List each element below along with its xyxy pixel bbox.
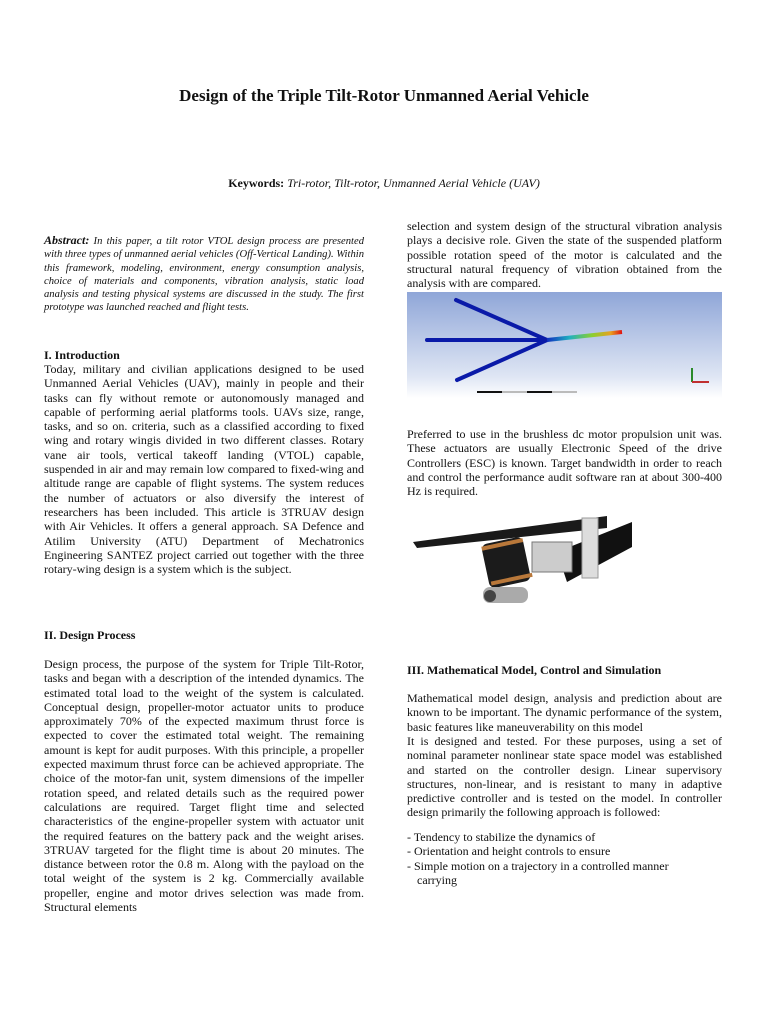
vibration-mode-plot bbox=[407, 292, 722, 398]
list-item: - Simple motion on a trajectory in a controlled manner bbox=[407, 858, 669, 873]
vibration-analysis-figure bbox=[407, 292, 722, 398]
paper-title: Design of the Triple Tilt-Rotor Unmanned Aerial Vehicle bbox=[179, 86, 589, 105]
motor-assembly-illustration bbox=[407, 512, 632, 612]
abstract-text: In this paper, a tilt rotor VTOL design process are presented with three types of unmanned aerial vehicles (Off-Vertical Landing). Within this framework, modeling, environment, energy consumption analysis, choice of materials and components, vibration analysis, static load analysis and testing physical systems are discussed in the study. The first prototype was launched reached and flight tests. bbox=[44, 236, 364, 314]
intro-text: Today, military and civilian applications designed to be used Unmanned Aerial Vehicles (UAV), mainly in people and their tasks can fly without remote or autonomously managed and capable of performing aerial platforms tools. UAVs size, range, tasks, and so on. criteria, such as a classified according to fixed wing and rotary wingis divided in two different classes. Rotary vane air tools, vertical takeoff landing (VTOL) capable, suspended in air and may remain low compared to fixed-wing and altitude range are capable of flight systems. The system reduces the number of actuators or also diversify the interest of researchers has been included. This article is 3TRUAV design with Air Vehicles. It offers a general approach. SA Defence and Atilim University (ATU) Department of Mechatronics Engineering SANTEZ project carried out together with the three rotary-wing design is a system which is the subject. bbox=[44, 362, 364, 577]
axis-triad-icon bbox=[692, 368, 709, 382]
scale-bar bbox=[477, 391, 577, 393]
propulsion-text: Preferred to use in the brushless dc motor propulsion unit was. These actuators are usually Electronic Speed of the drive Controllers (ESC) is known. Target bandwidth in order to reach and control the performance audit software ran at about 300-400 Hz is required. bbox=[407, 427, 722, 499]
motor-tilt-mechanism-photo bbox=[407, 512, 632, 612]
list-item: - Tendency to stabilize the dynamics of bbox=[407, 830, 596, 844]
list-item-continuation: carrying bbox=[417, 872, 457, 887]
design-text: Design process, the purpose of the system for Triple Tilt-Rotor, tasks and began with a description of the intended dynamics. The estimated total load to the weight of the system is calculated. Conceptual design, propeller-motor actuator units to produce approximately 70% of the expected maximum thrust force is expected to cover the estimated total weight. The remaining amount is kept for audit purposes. With this principle, a propeller expected maximum thrust force can be achieved appropriate. The choice of the motor-fan unit, system dimensions of the impeller rotation speed, and related details such as the required power calculations are required. Target flight time and selected characteristics of the engine-propeller system with actuator unit the required features on the battery pack and the weight arises. 3TRUAV targeted for the flight time is about 20 minutes. The distance between rotor the 0.8 m. Along with the payload on the total weight of the system is 2 kg. Commercially available propeller, engine and motor drives selection was made from. Structural elements bbox=[44, 657, 364, 915]
keywords bbox=[0, 176, 768, 191]
list-item: - Orientation and height controls to ensure bbox=[407, 844, 611, 859]
math-paragraph-1: Mathematical model design, analysis and prediction about are known to be important. The dynamic performance of the system, basic features like maneuverability on this model bbox=[407, 691, 722, 734]
intro-heading: I. Introduction bbox=[44, 348, 120, 362]
math-paragraph-2: It is designed and tested. For these purposes, using a set of nominal parameter nonlinear state space model was established and started on the controller design. Linear supervisory structures, non-linear, and is resistant to many in adaptive predictive controller and is tested on the model. In controller design primarily the following approach is followed: bbox=[407, 734, 722, 820]
keywords-text: Tri-rotor, Tilt-rotor, Unmanned Aerial Vehicle (UAV) bbox=[287, 176, 540, 190]
abstract bbox=[44, 234, 364, 315]
design-heading: II. Design Process bbox=[44, 628, 136, 642]
vibration-text: selection and system design of the structural vibration analysis plays a decisive role. Given the state of the suspended platform possible rotation speed of the motor is calculated and the structural natural frequency of vibration obtained from the analysis with are compared. bbox=[407, 219, 722, 291]
keywords-label: Keywords: bbox=[228, 176, 285, 190]
math-heading: III. Mathematical Model, Control and Simulation bbox=[407, 663, 662, 677]
approach-list bbox=[407, 830, 722, 887]
abstract-label: Abstract: bbox=[44, 233, 90, 247]
